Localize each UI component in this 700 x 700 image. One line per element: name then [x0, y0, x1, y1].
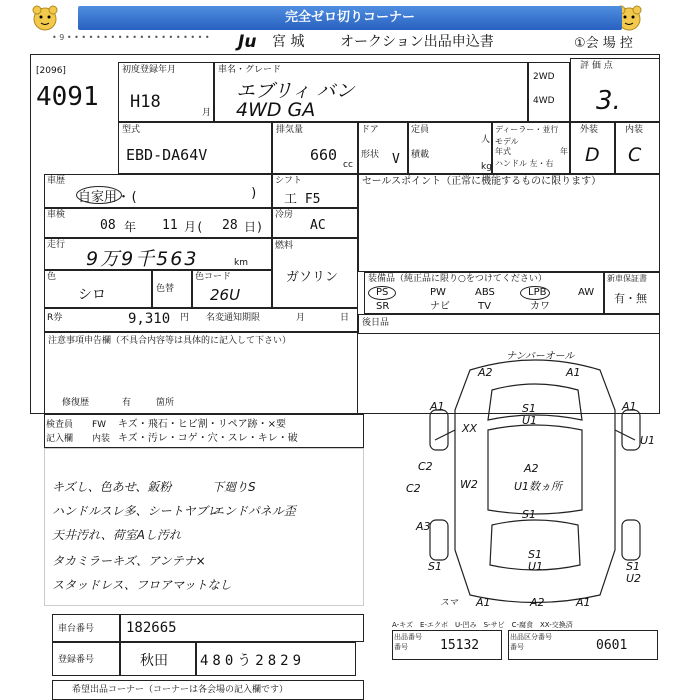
repair-label: 修復歴 [62, 398, 90, 408]
car-label: 車名・グレード [218, 65, 282, 75]
selling-point-label: セールスポイント（正常に機能するものに限ります） [362, 176, 602, 187]
entry-no: 4091 [36, 82, 99, 112]
equip-aw: AW [578, 287, 595, 298]
inspection-year-unit: 年 [124, 220, 137, 234]
equipment-label: 装備品（純正品に限り○をつけてください） [368, 274, 547, 284]
color-label: 色 [47, 272, 57, 282]
diagram-legend: A-キズ E-エクボ U-凹み S-サビ C-腐食 XX-交換済 [392, 621, 573, 629]
equip-pw: PW [430, 287, 446, 298]
form-title: オークション出品申込書 [340, 34, 494, 50]
notes-label: 注意事項申告欄（不具合内容等は具体的に記入して下さい） [48, 336, 292, 346]
equip-ps-circle [368, 286, 396, 300]
color-value: シロ [78, 287, 106, 303]
mark-rear-a1: A1 [476, 596, 491, 609]
history-circle [76, 186, 122, 204]
hw-left-5: スタッドレス、フロアマットなし [52, 578, 232, 592]
recycle-cell [44, 308, 358, 332]
rear-label: 後日品 [362, 318, 390, 328]
equip-ps: PS [376, 287, 389, 298]
hw-left-2: ハンドルスレ多、シートヤブレ [52, 504, 220, 518]
shift-value: 工 F5 [284, 192, 321, 207]
mark-rear-s1: S1 [528, 548, 542, 561]
interior-label: 内装 [625, 125, 644, 135]
new-warranty-label: 新車保証書 [607, 274, 647, 283]
inspector-row1: キズ・飛石・ヒビ割・リペア跡・×要 [118, 419, 286, 430]
recycle-label: R券 [47, 313, 63, 323]
history-value: 自家用・( [78, 190, 138, 205]
mileage-value: 9万9千563 [86, 248, 199, 270]
rear-cell [358, 314, 660, 334]
org-name: 宮 城 [272, 34, 305, 50]
bottom-corner-label: 希望出品コーナー（コーナーは各会場の記入欄です） [72, 685, 289, 695]
mark-rear-a2: A2 [530, 596, 545, 609]
repair-value: 有 [122, 398, 132, 408]
equip-kawa: カワ [530, 301, 550, 312]
cooling-label: 冷房 [275, 210, 294, 220]
hw-right-1: 下廻りS [212, 480, 256, 494]
color-code-label: 色コード [195, 272, 232, 282]
seats-label: 定員 [411, 125, 430, 135]
exterior-value: D [585, 144, 600, 166]
recycle-unit: 円 [180, 313, 190, 323]
inspection-year: 08 [100, 218, 116, 233]
dealer-handle-label: ハンドル 左・右 [495, 159, 554, 168]
chassis-value: 182665 [126, 620, 177, 636]
mark-right-a1: A1 [622, 400, 637, 413]
mark-rear-a1b: A1 [576, 596, 591, 609]
reg-year-label: 初度登録年月 [122, 65, 177, 75]
reg-month-unit: 月 [202, 108, 212, 118]
hw-left-3: 天井汚れ、荷室Aし汚れ [52, 528, 181, 542]
hw-left-4: タカミラーキズ、アンテナ× [52, 554, 206, 568]
mark-left-c2: C2 [418, 460, 433, 473]
inspection-day-unit: 日) [244, 220, 264, 234]
equip-lpb-circle [520, 286, 550, 300]
plate-number: 480う2829 [200, 653, 306, 669]
displacement-value: 660 [310, 146, 338, 164]
recycle-value: 9,310 [128, 311, 171, 327]
mark-center-u1: U1数ヵ所 [514, 480, 563, 493]
inspection-label: 車検 [47, 210, 66, 220]
mascot-icon [30, 4, 60, 32]
mark-right-s1: S1 [626, 560, 640, 573]
diagram-top-note: ナンバーオール [506, 351, 575, 362]
seats-unit: 人 [481, 135, 491, 145]
mark-xx: XX [462, 422, 478, 435]
notice-day-unit: 日 [340, 313, 350, 323]
car-grade: 4WD GA [236, 99, 316, 121]
plate-region: 秋田 [140, 653, 168, 669]
exterior-label: 外装 [580, 125, 599, 135]
model-value: EBD-DA64V [126, 146, 208, 164]
displacement-label: 排気量 [276, 125, 304, 135]
mark-center-a2: A2 [524, 462, 539, 475]
entry-small-no: [2096] [36, 66, 66, 76]
shape-value: V [392, 152, 400, 167]
mark-left-c2b: C2 [406, 482, 421, 495]
inspector-label: 検査員 [46, 420, 74, 430]
inspection-month-unit: 月( [184, 220, 204, 234]
entry-no-label-2: 番号 [394, 643, 408, 651]
history-close: ) [250, 186, 258, 201]
equip-abs: ABS [475, 287, 495, 298]
ju-logo: Ju [238, 32, 257, 52]
mark-front-a2: A2 [478, 366, 493, 379]
dealer-year-label: 年式 [495, 147, 511, 156]
notice-month-unit: 月 [296, 313, 306, 323]
mark-rear-u1: U1 [528, 560, 544, 573]
model-label: 型式 [122, 125, 141, 135]
inspection-cell [44, 208, 272, 238]
plate-label: 登録番号 [58, 655, 95, 665]
interior-value: C [628, 144, 642, 166]
color-code-value: 26U [210, 286, 241, 304]
mark-front-a1: A1 [566, 366, 581, 379]
capacity-label: 積載 [411, 150, 430, 160]
chassis-label: 車台番号 [58, 624, 95, 634]
inspector-fw: FW [92, 420, 107, 430]
equip-lpb: LPB [528, 287, 547, 298]
repair-location: 箇所 [156, 398, 175, 408]
fuel-label: 燃料 [275, 241, 294, 251]
mark-center-s1: S1 [522, 508, 536, 521]
car-name: エブリィ バン [236, 80, 355, 102]
equip-sr: SR [376, 301, 390, 312]
entry-no-value: 15132 [440, 638, 480, 653]
equip-navi: ナビ [430, 301, 450, 312]
fuel-value: ガソリン [286, 270, 339, 285]
drive-2wd: 2WD [533, 72, 555, 82]
mark-left-s1: S1 [428, 560, 442, 573]
inspector-interior: 内装 [92, 434, 111, 444]
inspection-month: 11 [162, 218, 178, 233]
score-label: 評 価 点 [580, 61, 613, 71]
mark-right-u2: U2 [626, 572, 642, 585]
score-value: 3. [596, 86, 621, 116]
dealer-model-label: モデル [495, 137, 519, 146]
corner-banner: 完全ゼロ切りコーナー [78, 6, 622, 30]
mark-left-a1: A1 [430, 400, 445, 413]
mark-w2: W2 [460, 478, 478, 491]
hw-right-2: エンドパネル歪 [212, 504, 296, 518]
drive-4wd: 4WD [533, 96, 555, 106]
mark-sume: スマ [440, 598, 458, 608]
hw-left-1: キズし、色あせ、鈑粉 [52, 480, 172, 494]
selling-point-cell [358, 174, 660, 272]
inspection-day: 28 [222, 218, 238, 233]
notice-label: 名変通知期限 [206, 313, 261, 323]
cooling-value: AC [310, 218, 326, 233]
history-label: 車歴 [47, 176, 66, 186]
venue-copy: ①会 場 控 [574, 36, 633, 51]
dealer-label: ディーラー・並行 [495, 125, 559, 134]
capacity-unit: kg [481, 162, 492, 172]
entry-code-label-2: 番号 [510, 643, 524, 651]
header-dots: • 9 • • • • • • • • • • • • • • • • • • • • [52, 33, 210, 42]
color-change-label: 色替 [156, 284, 175, 294]
mileage-unit: km [234, 258, 248, 268]
displacement-unit: cc [343, 160, 353, 170]
entry-code-label: 出品区分番号 [510, 633, 552, 641]
inspector-row2: キズ・汚レ・コゲ・穴・スレ・キレ・破 [118, 433, 298, 444]
entry-no-label: 出品番号 [394, 633, 422, 641]
reg-year-value: H18 [130, 92, 161, 112]
equip-tv: TV [478, 301, 491, 312]
shape-label: 形状 [361, 150, 380, 160]
mark-s1-a: S1 [522, 402, 536, 415]
drive-cell [528, 62, 570, 122]
entry-code-value: 0601 [596, 638, 628, 653]
mark-u1-a: U1 [522, 414, 538, 427]
new-warranty-value: 有・無 [614, 292, 647, 305]
mark-left-a3: A3 [416, 520, 431, 533]
mark-right-u1: U1 [640, 434, 656, 447]
inspector-label-2: 記入欄 [46, 434, 74, 444]
mileage-label: 走行 [47, 240, 66, 250]
door-label: ドア [361, 125, 379, 135]
shift-label: シフト [275, 176, 303, 186]
dealer-year-unit: 年 [560, 147, 568, 156]
